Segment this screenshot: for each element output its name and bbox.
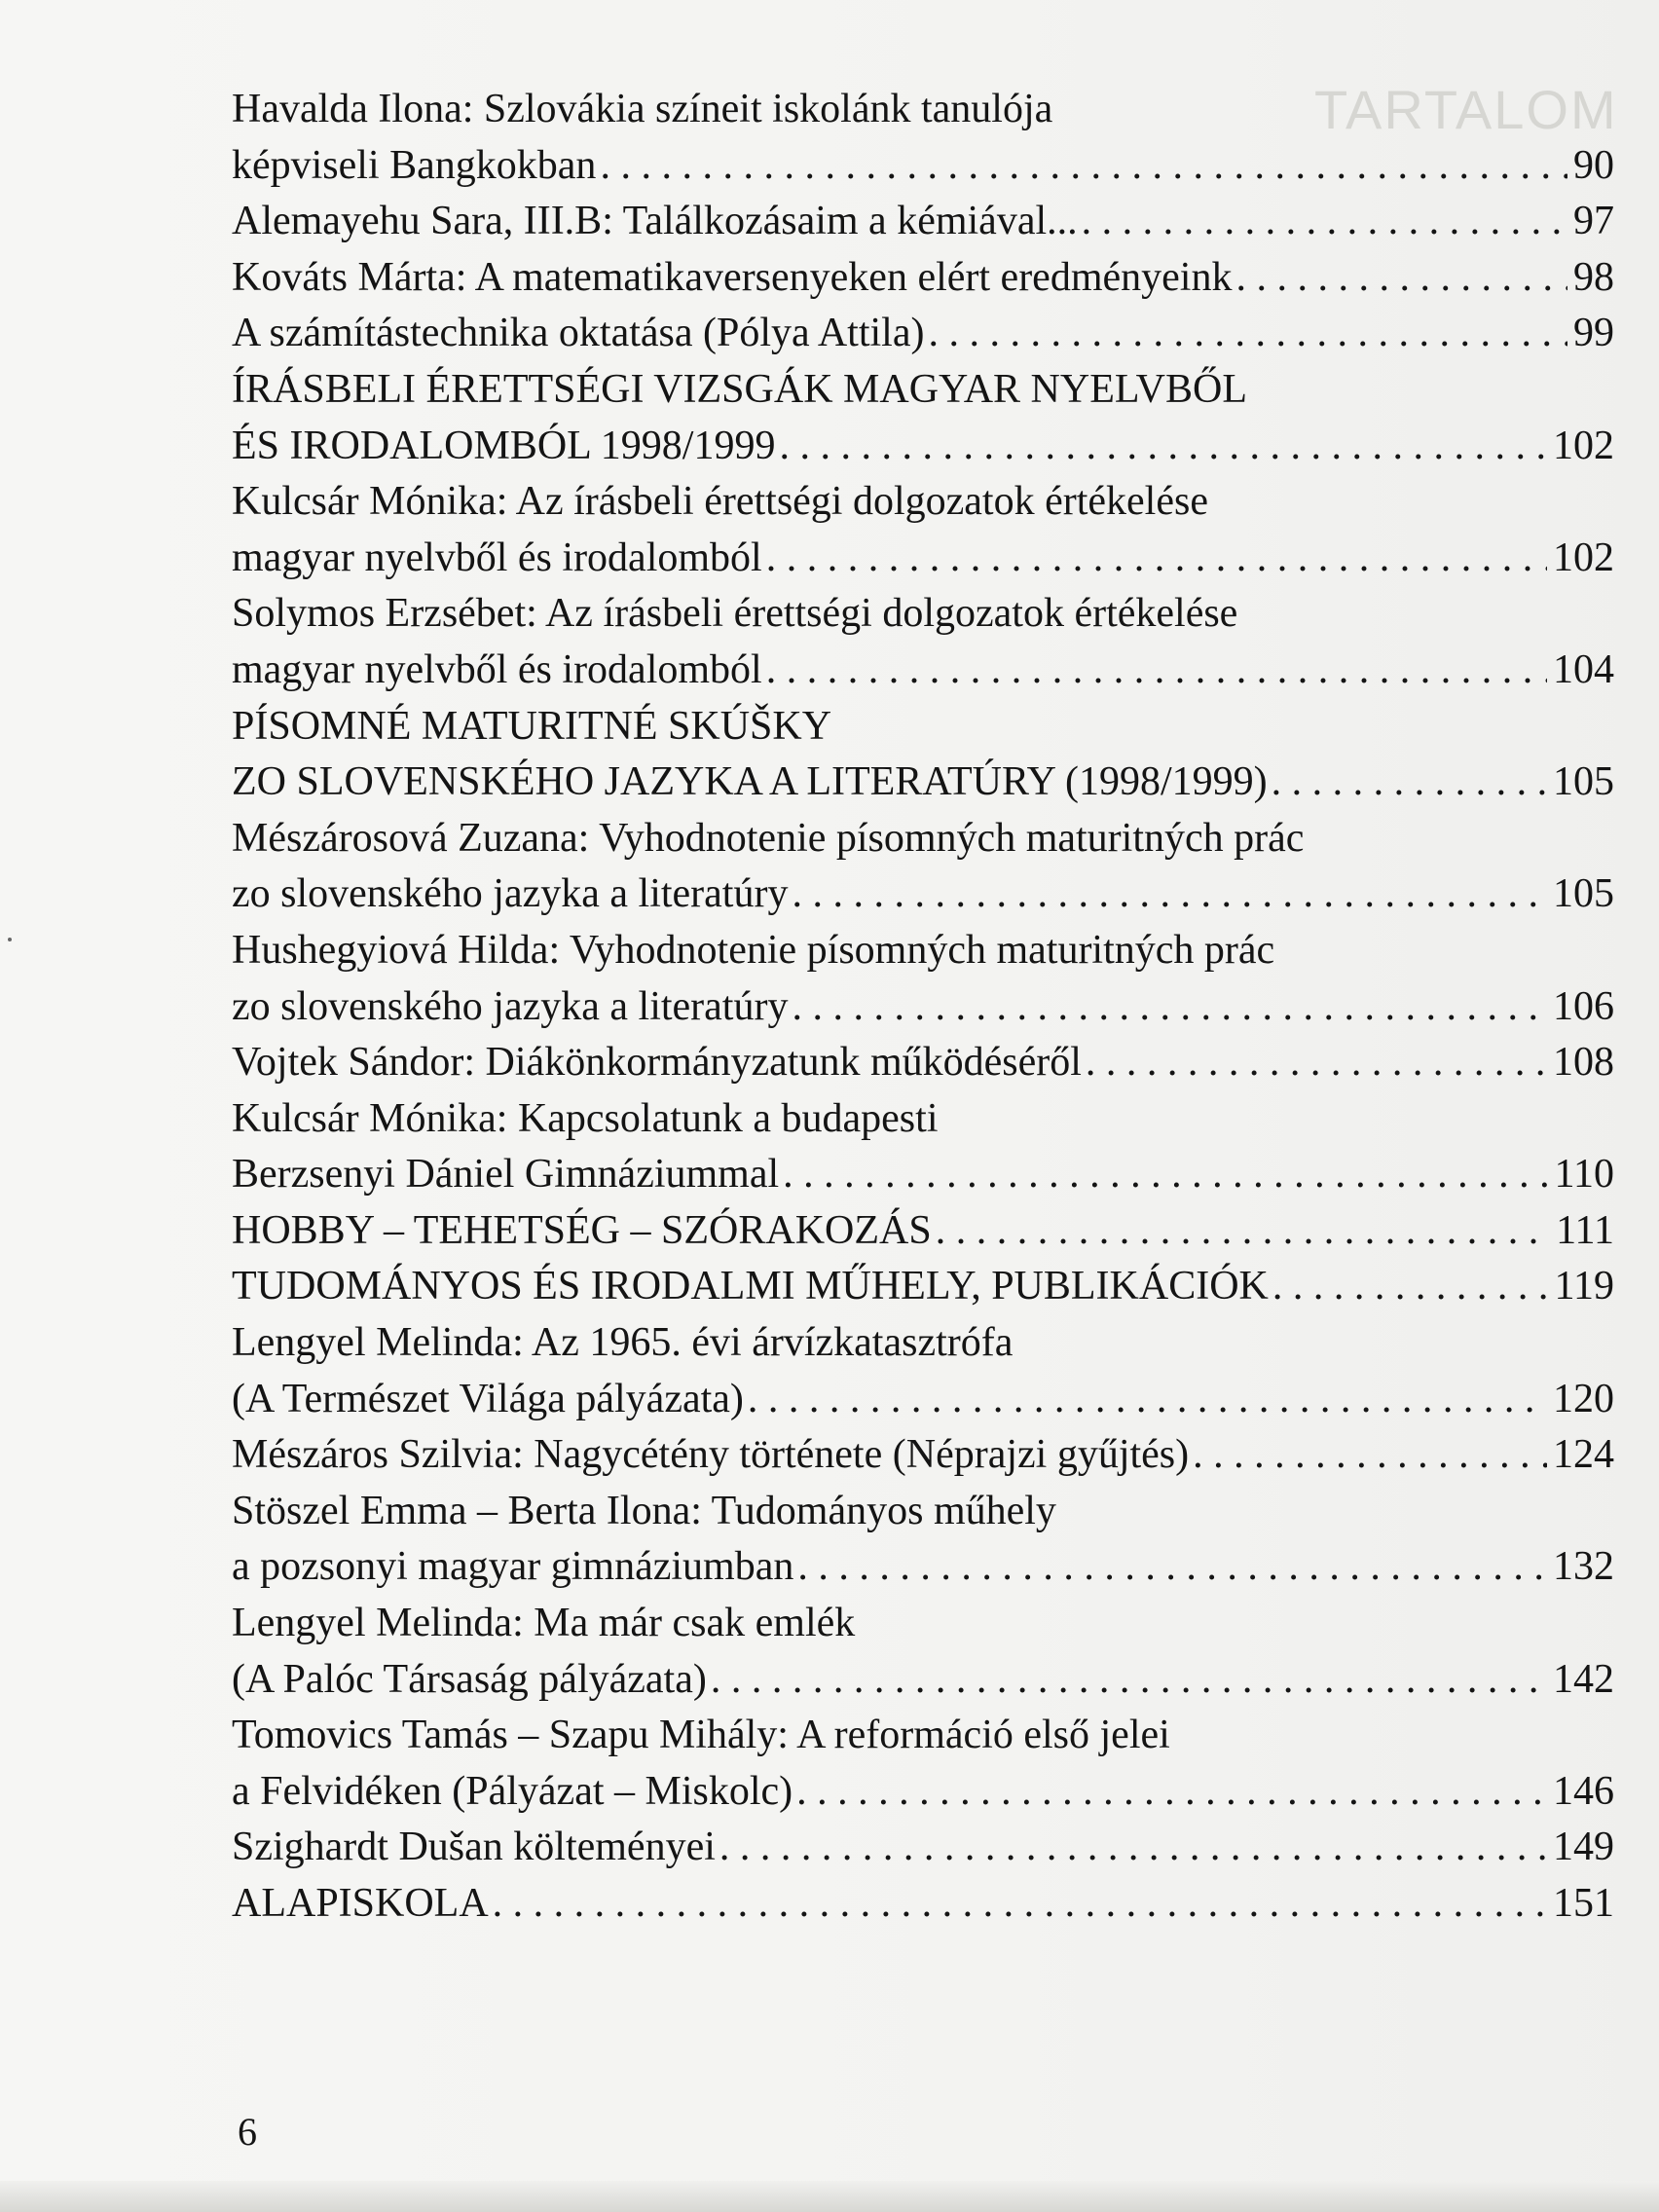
toc-entry	[232, 1427, 1614, 1484]
dot-leader	[493, 1876, 1547, 1933]
toc-entry	[232, 138, 1614, 195]
toc-entry	[232, 586, 1614, 643]
dot-leader	[792, 979, 1547, 1036]
margin-speck	[8, 938, 12, 941]
toc-entry-title: magyar nyelvből és irodalomból	[232, 646, 762, 692]
toc-entry	[232, 643, 1614, 699]
toc-entry	[232, 362, 1614, 419]
toc-entry	[232, 979, 1614, 1036]
toc-entry-page: 97	[1573, 199, 1614, 244]
toc-entry	[232, 1372, 1614, 1428]
toc-entry-title: (A Palóc Társaság pályázata)	[232, 1656, 707, 1702]
dot-leader	[928, 306, 1567, 362]
dot-leader	[719, 1820, 1547, 1876]
toc-entry-title: Kulcsár Mónika: Kapcsolatunk a budapesti	[232, 1095, 939, 1141]
toc-entry-page: 149	[1553, 1825, 1614, 1870]
toc-entry	[232, 923, 1614, 979]
toc-entry-title: ALAPISKOLA	[232, 1881, 489, 1926]
dot-leader	[600, 138, 1567, 195]
toc-entry-page: 98	[1573, 254, 1614, 300]
toc-entry-title: Mészáros Szilvia: Nagycétény története (Néprajzi gyűjtés)	[232, 1432, 1190, 1478]
dot-leader	[796, 1764, 1547, 1821]
toc-entry-page: 124	[1553, 1432, 1614, 1478]
toc-entry-title: ÉS IRODALOMBÓL 1998/1999	[232, 423, 776, 468]
toc-entry-title: Lengyel Melinda: Ma már csak emlék	[232, 1601, 856, 1646]
toc-entry-title: PÍSOMNÉ MATURITNÉ SKÚŠKY	[232, 703, 832, 749]
toc-entry-title: Alemayehu Sara, III.B: Találkozásaim a kémiával...	[232, 199, 1078, 244]
toc-entry-title: Szighardt Dušan költeményei	[232, 1825, 716, 1870]
dot-leader	[797, 1539, 1547, 1596]
toc-entry	[232, 306, 1614, 362]
toc-entry-page: 119	[1554, 1264, 1614, 1309]
dot-leader	[1082, 194, 1567, 250]
toc-entry-page: 99	[1573, 311, 1614, 356]
toc-entry	[232, 1539, 1614, 1596]
toc-entry-page: 151	[1553, 1881, 1614, 1926]
toc-entry	[232, 250, 1614, 307]
toc-entry-title: (A Természet Világa pályázata)	[232, 1376, 744, 1421]
toc-entry-title: TUDOMÁNYOS ÉS IRODALMI MŰHELY, PUBLIKÁCIÓK	[232, 1264, 1269, 1309]
toc-entry	[232, 1147, 1614, 1203]
toc-entry-page: 105	[1553, 871, 1614, 917]
toc-entry	[232, 531, 1614, 587]
toc-entry-title: a Felvidéken (Pályázat – Miskolc)	[232, 1768, 793, 1814]
toc-entry	[232, 1203, 1614, 1260]
toc-entry-title: Mészárosová Zuzana: Vyhodnotenie písomných maturitných prác	[232, 815, 1305, 861]
dot-leader	[792, 866, 1547, 923]
toc-entry-title: magyar nyelvből és irodalomból	[232, 535, 762, 580]
toc-entry-title: Kulcsár Mónika: Az írásbeli érettségi dolgozatok értékelése	[232, 479, 1208, 525]
toc-entry	[232, 474, 1614, 531]
toc-entry	[232, 419, 1614, 475]
toc-entry-page: 110	[1554, 1152, 1614, 1198]
dot-leader	[766, 531, 1547, 587]
toc-entry	[232, 699, 1614, 756]
toc-entry-page: 102	[1553, 535, 1614, 580]
toc-entry-title: Hushegyiová Hilda: Vyhodnotenie písomných maturitných prác	[232, 927, 1275, 973]
dot-leader	[936, 1203, 1550, 1260]
toc-entry	[232, 194, 1614, 250]
toc-entry-title: Berzsenyi Dániel Gimnáziummal	[232, 1152, 780, 1198]
dot-leader	[1272, 1259, 1549, 1315]
toc-entry-page: 102	[1553, 423, 1614, 468]
dot-leader	[766, 643, 1547, 699]
toc-entry-page: 142	[1553, 1656, 1614, 1702]
toc-entry	[232, 1315, 1614, 1372]
table-of-contents	[232, 82, 1614, 1933]
page-number: 6	[238, 2110, 257, 2154]
toc-entry	[232, 1091, 1614, 1148]
toc-entry	[232, 1596, 1614, 1652]
toc-entry	[232, 1259, 1614, 1315]
dot-leader	[1086, 1035, 1547, 1091]
toc-entry	[232, 755, 1614, 811]
dot-leader	[711, 1652, 1547, 1709]
toc-entry-page: 111	[1556, 1207, 1614, 1253]
toc-entry-title: ZO SLOVENSKÉHO JAZYKA A LITERATÚRY (1998/1999)	[232, 759, 1268, 805]
dot-leader	[1235, 250, 1567, 307]
toc-entry	[232, 1652, 1614, 1709]
toc-entry-page: 90	[1573, 142, 1614, 188]
toc-entry	[232, 866, 1614, 923]
toc-entry-title: Kováts Márta: A matematikaversenyeken elért eredményeink	[232, 254, 1233, 300]
toc-entry	[232, 1708, 1614, 1764]
show-through-heading: TARTALOM	[1314, 79, 1618, 140]
toc-entry-page: 120	[1553, 1376, 1614, 1421]
dot-leader	[783, 1147, 1548, 1203]
dot-leader	[779, 419, 1547, 475]
toc-entry-page: 104	[1553, 646, 1614, 692]
dot-leader	[1193, 1427, 1547, 1484]
toc-entry	[232, 811, 1614, 867]
toc-entry-title: Havalda Ilona: Szlovákia színeit iskolánk tanulója	[232, 87, 1053, 131]
toc-entry	[232, 1876, 1614, 1933]
toc-entry-title: Stöszel Emma – Berta Ilona: Tudományos műhely	[232, 1488, 1056, 1533]
dot-leader	[1272, 755, 1547, 811]
toc-entry-page: 146	[1553, 1768, 1614, 1814]
toc-entry-title: Tomovics Tamás – Szapu Mihály: A reformáció első jelei	[232, 1713, 1170, 1758]
dot-leader	[748, 1372, 1547, 1428]
toc-entry-title: Lengyel Melinda: Az 1965. évi árvízkatasztrófa	[232, 1320, 1014, 1366]
toc-entry	[232, 1820, 1614, 1876]
toc-entry-title: zo slovenského jazyka a literatúry	[232, 871, 789, 917]
toc-entry-page: 106	[1553, 983, 1614, 1029]
toc-entry	[232, 1035, 1614, 1091]
toc-entry-title: a pozsonyi magyar gimnáziumban	[232, 1544, 794, 1590]
toc-entry-title: ÍRÁSBELI ÉRETTSÉGI VIZSGÁK MAGYAR NYELVBŐL	[232, 366, 1248, 412]
toc-entry-page: 105	[1553, 759, 1614, 805]
toc-entry	[232, 82, 1614, 138]
toc-entry	[232, 1764, 1614, 1821]
toc-entry-title: HOBBY – TEHETSÉG – SZÓRAKOZÁS	[232, 1207, 932, 1253]
toc-entry-title: Solymos Erzsébet: Az írásbeli érettségi dolgozatok értékelése	[232, 591, 1238, 637]
toc-entry-title: Vojtek Sándor: Diákönkormányzatunk működéséről	[232, 1040, 1082, 1086]
toc-entry-page: 108	[1553, 1040, 1614, 1086]
toc-entry	[232, 1484, 1614, 1540]
toc-entry-title: A számítástechnika oktatása (Pólya Attila)	[232, 311, 925, 356]
toc-entry-page: 132	[1553, 1544, 1614, 1590]
page-bottom-edge	[0, 2181, 1659, 2212]
toc-entry-title: zo slovenského jazyka a literatúry	[232, 983, 789, 1029]
toc-entry-title: képviseli Bangkokban	[232, 142, 597, 188]
